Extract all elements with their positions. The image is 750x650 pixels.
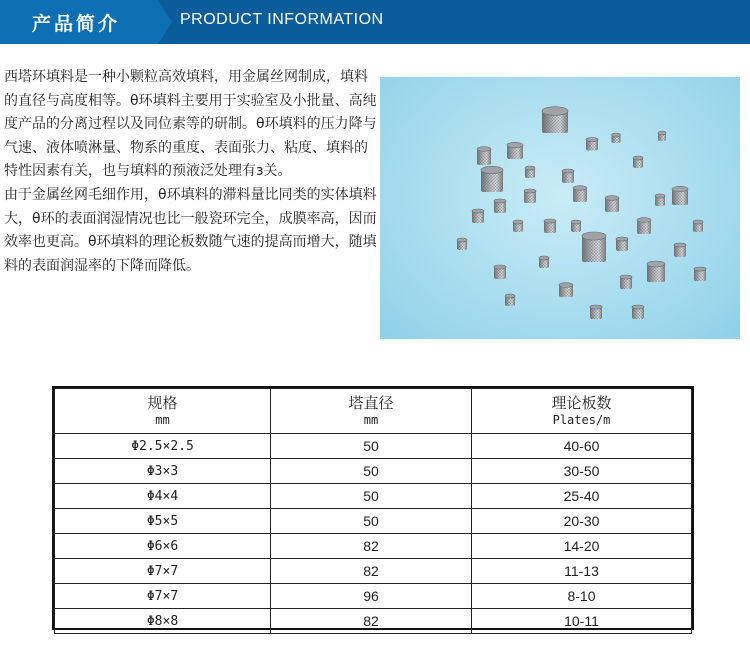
cell-spec: Φ8×8: [55, 609, 271, 634]
cell-plates: 8-10: [472, 584, 692, 609]
mesh-ring-icon: [658, 131, 666, 141]
table-row: [55, 459, 692, 484]
theta-ring-packing-photo-icon: [380, 77, 740, 339]
mesh-ring-icon: [494, 265, 506, 279]
header-title-cn: 产品简介: [32, 13, 121, 35]
header-diameter-unit: mm: [363, 413, 379, 427]
cell-diameter: 50: [271, 509, 472, 534]
mesh-ring-icon: [571, 220, 581, 232]
mesh-ring-icon: [605, 196, 619, 212]
mesh-ring-icon: [525, 166, 535, 178]
mesh-ring-icon: [544, 219, 556, 233]
mesh-ring-icon: [477, 147, 491, 165]
cell-diameter: 82: [271, 534, 472, 559]
mesh-ring-icon: [694, 267, 706, 281]
header-spec: [55, 389, 271, 434]
cell-plates: 14-20: [472, 534, 692, 559]
cell-spec: Φ7×7: [55, 584, 271, 609]
spec-table-frame: [52, 386, 694, 630]
table-row: [55, 584, 692, 609]
mesh-ring-icon: [637, 218, 651, 234]
cell-diameter: 82: [271, 609, 472, 634]
cell-spec: Φ7×7: [55, 559, 271, 584]
mesh-ring-icon: [507, 142, 523, 159]
table-row: [55, 609, 692, 634]
table-row: [55, 434, 692, 459]
cell-diameter: 50: [271, 434, 472, 459]
mesh-ring-icon: [586, 138, 598, 151]
mesh-ring-icon: [513, 220, 523, 232]
header-plates: [472, 389, 692, 434]
mesh-ring-icon: [674, 243, 686, 257]
mesh-ring-icon: [693, 220, 703, 232]
header-plates-unit: Plates/m: [552, 413, 611, 427]
cell-diameter: 50: [271, 459, 472, 484]
cell-spec: Φ3×3: [55, 459, 271, 484]
mesh-ring-icon: [481, 166, 503, 192]
mesh-ring-icon: [524, 189, 536, 203]
mesh-ring-icon: [494, 199, 506, 213]
mesh-ring-icon: [573, 186, 587, 202]
table-row: [55, 534, 692, 559]
table-row: [55, 484, 692, 509]
cell-spec: Φ5×5: [55, 509, 271, 534]
mesh-ring-icon: [457, 238, 467, 250]
intro-paragraph-1: 西塔环填料是一种小颗粒高效填料，用金属丝网制成，填料的直径与高度相等。θ环填料主要用于实验室及小批量、高纯度产品的分离过程以及同位素等的研制。θ环填料的压力降与气速、液体喷淋量、物系的重度、表面张力、粘度、填料的特性因素有关，也与填料的预液泛处理有з关。: [4, 69, 377, 180]
header-plates-label: 理论板数: [551, 394, 612, 412]
mesh-ring-icon: [505, 294, 515, 306]
mesh-ring-icon: [655, 194, 665, 206]
product-photo: [380, 77, 740, 339]
cell-spec: Φ4×4: [55, 484, 271, 509]
header-spec-unit: mm: [155, 413, 170, 427]
mesh-ring-icon: [632, 305, 644, 319]
table-row: [55, 509, 692, 534]
header-tab-arrow: [158, 0, 172, 44]
mesh-ring-icon: [590, 305, 602, 319]
cell-diameter: 96: [271, 584, 472, 609]
mesh-ring-icon: [616, 237, 628, 251]
cell-spec: Φ6×6: [55, 534, 271, 559]
mesh-ring-icon: [647, 261, 665, 282]
mesh-ring-icon: [559, 283, 573, 297]
cell-diameter: 50: [271, 484, 472, 509]
cell-plates: 25-40: [472, 484, 692, 509]
mesh-ring-icon: [672, 186, 688, 205]
cell-plates: 40-60: [472, 434, 692, 459]
table-row: [55, 559, 692, 584]
mesh-ring-icon: [542, 107, 568, 133]
mesh-ring-icon: [620, 275, 632, 289]
mesh-ring-icon: [562, 169, 574, 183]
cell-spec: Φ2.5×2.5: [55, 434, 271, 459]
cell-plates: 10-11: [472, 609, 692, 634]
mesh-ring-icon: [472, 209, 484, 223]
cell-plates: 30-50: [472, 459, 692, 484]
mesh-ring-icon: [582, 232, 606, 262]
header-spec-label: 规格: [147, 394, 178, 412]
section-header: [0, 0, 750, 44]
header-diameter: [271, 389, 472, 434]
intro-text: [4, 66, 378, 278]
cell-plates: 11-13: [472, 559, 692, 584]
mesh-ring-icon: [633, 156, 643, 168]
mesh-ring-icon: [539, 256, 549, 268]
table-header-row: [55, 389, 692, 434]
intro-paragraph-2: 由于金属丝网毛细作用，θ环填料的滞料量比同类的实体填料大，θ环的表面润湿情况也比一般瓷环完全，成膜率高，因而效率也更高。θ环填料的理论板数随气速的提高而增大，随填料的表面润湿率的下降而降低。: [4, 186, 377, 274]
header-title-en: PRODUCT INFORMATION: [180, 11, 384, 28]
cell-diameter: 82: [271, 559, 472, 584]
header-diameter-label: 塔直径: [348, 394, 394, 412]
cell-plates: 20-30: [472, 509, 692, 534]
spec-table: [54, 388, 692, 634]
mesh-ring-icon: [612, 133, 621, 143]
